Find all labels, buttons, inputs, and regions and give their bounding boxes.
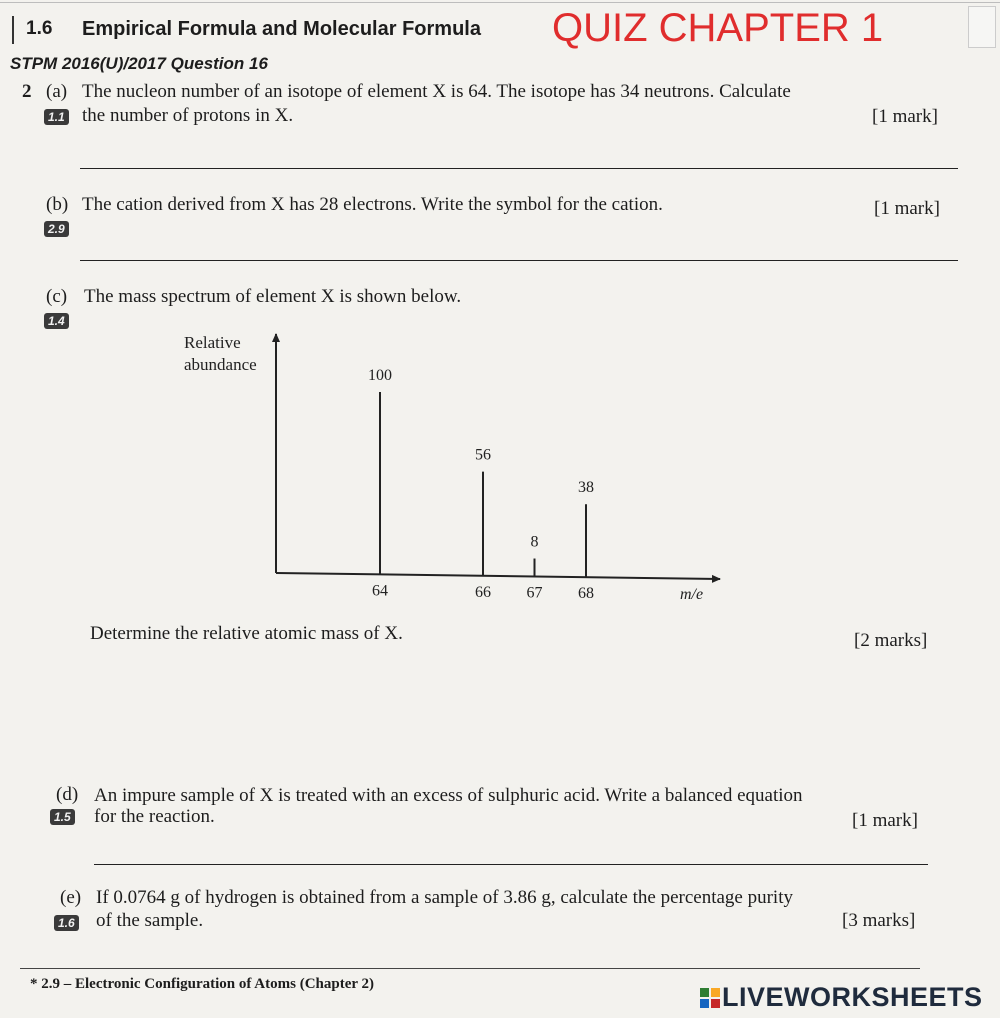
page-scroll-widget[interactable] [968, 6, 996, 48]
part-e-text-line2: of the sample. [96, 910, 204, 931]
x-tick-label-66: 66 [475, 583, 491, 601]
peak-value-label-64: 100 [368, 367, 392, 384]
question-number: 2 [22, 81, 32, 102]
liveworksheets-logo-icon [700, 988, 720, 1008]
y-axis-label-line2: abundance [184, 355, 257, 374]
x-axis-label: m/e [680, 586, 704, 603]
part-b-letter: (b) [46, 194, 69, 215]
part-a-answer-line[interactable] [80, 168, 958, 169]
part-d-text-line1: An impure sample of X is treated with an excess of sulphuric acid. Write a balanced equation [94, 785, 803, 806]
y-axis-label-line1: Relative [184, 333, 241, 352]
question-source: STPM 2016(U)/2017 Question 16 [10, 54, 268, 73]
peak-value-label-66: 56 [475, 446, 491, 464]
part-e-mark: [3 marks] [842, 910, 916, 931]
part-c-question: Determine the relative atomic mass of X. [90, 623, 403, 644]
footer-note: * 2.9 – Electronic Configuration of Atoms (Chapter 2) [30, 976, 375, 992]
part-e-badge: 1.6 [54, 915, 79, 931]
part-c-text: The mass spectrum of element X is shown below. [84, 286, 462, 307]
part-d-mark: [1 mark] [852, 810, 918, 831]
x-tick-label-67: 67 [526, 584, 543, 602]
peak-value-label-68: 38 [578, 479, 594, 497]
part-d-badge: 1.5 [50, 809, 75, 825]
peak-value-label-67: 8 [530, 533, 539, 551]
part-c-letter: (c) [46, 286, 68, 307]
part-e-text-line1: If 0.0764 g of hydrogen is obtained from a sample of 3.86 g, calculate the percentage purity [96, 887, 793, 908]
footer-rule [20, 968, 920, 969]
part-b-mark: [1 mark] [874, 198, 940, 219]
part-b-badge: 2.9 [44, 221, 69, 237]
section-number: 1.6 [26, 18, 53, 39]
mass-spectrum-svg [180, 330, 740, 610]
x-tick-label-68: 68 [578, 585, 594, 603]
part-a-badge: 1.1 [44, 109, 69, 125]
top-rule [0, 2, 1000, 3]
x-tick-label-64: 64 [372, 582, 388, 600]
section-title: Empirical Formula and Molecular Formula [82, 18, 481, 40]
brand-logo-text[interactable] [700, 982, 983, 1013]
part-a-letter: (a) [46, 81, 68, 102]
quiz-title: QUIZ CHAPTER 1 [552, 6, 884, 50]
part-a-mark: [1 mark] [872, 106, 938, 127]
part-a-text-line1: The nucleon number of an isotope of element X is 64. The isotope has 34 neutrons. Calculate [82, 81, 791, 102]
x-axis [276, 573, 720, 579]
brand-name: LIVEWORKSHEETS [722, 982, 983, 1012]
spectrum-peaks [368, 367, 594, 602]
part-c-mark: [2 marks] [854, 630, 928, 651]
part-d-letter: (d) [56, 784, 79, 805]
part-c-badge: 1.4 [44, 313, 69, 329]
mass-spectrum-chart [180, 330, 740, 610]
part-a-text-line2: the number of protons in X. [82, 105, 294, 126]
part-b-text: The cation derived from X has 28 electrons. Write the symbol for the cation. [82, 194, 663, 215]
part-d-answer-line[interactable] [94, 864, 928, 865]
part-b-answer-line[interactable] [80, 260, 958, 261]
part-d-text-line2: for the reaction. [94, 806, 215, 827]
part-e-letter: (e) [60, 887, 82, 908]
